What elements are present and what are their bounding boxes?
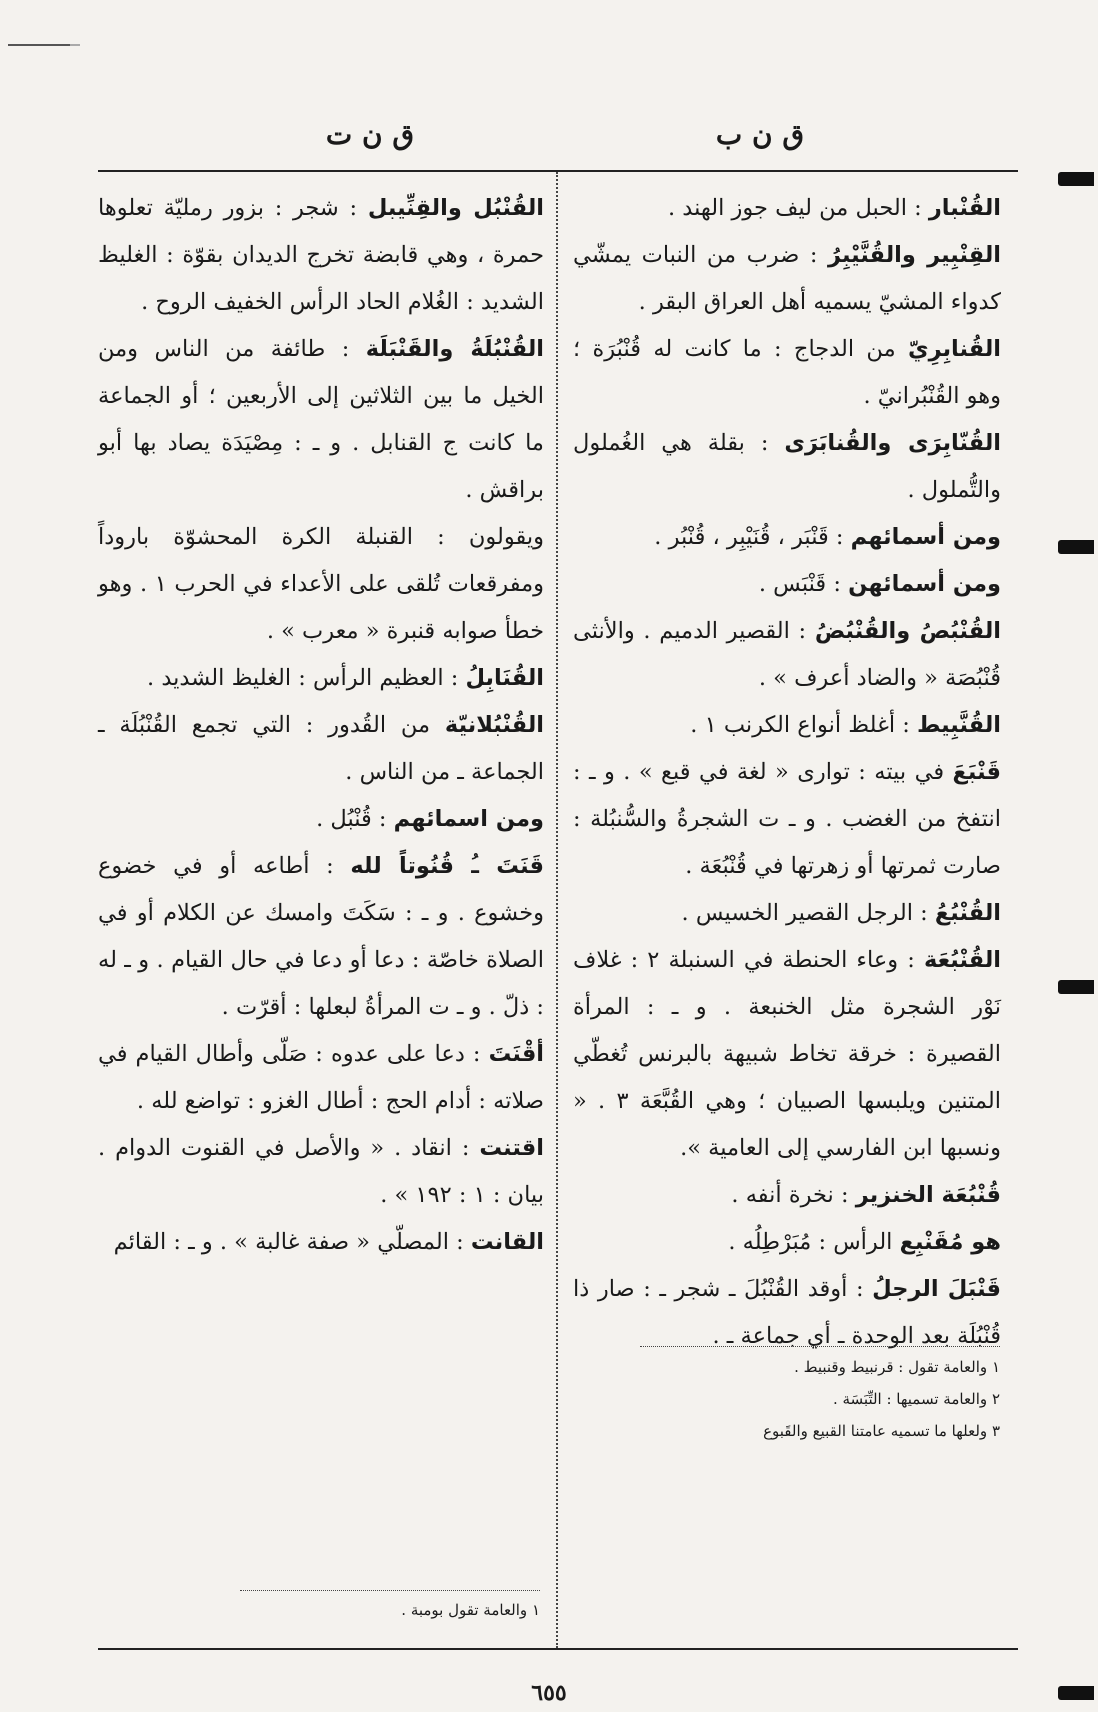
entry-definition: : شجر : بزور رمليّة تعلوها حمرة ، وهي قابضة تخرج الديدان بقوّة : الغليظ الشديد : الغُلام الحاد الرأس الخفيف الروح . xyxy=(98,195,544,315)
entry-definition: : انقاد . « والأصل في القنوت الدوام . بيان : ١ : ١٩٢ » . xyxy=(98,1135,544,1208)
dictionary-entry xyxy=(98,796,544,843)
entry-definition: : نخرة أنفه . xyxy=(731,1182,849,1208)
entry-definition: : الحبل من ليف جوز الهند . xyxy=(668,195,922,221)
dictionary-entry xyxy=(98,514,544,655)
entry-headword: القِنْبِير والقُنَّيْبِرُ xyxy=(827,242,1001,268)
dictionary-entry xyxy=(573,514,1001,561)
footnotes-right xyxy=(640,1351,1000,1447)
footnote-rule xyxy=(640,1346,1000,1347)
entry-definition: : القصير الدميم . والأنثى قُنْبُصَة « والضاد أعرف » . xyxy=(573,618,1001,691)
entry-definition: : الرجل القصير الخسيس . xyxy=(681,900,928,926)
entry-headword: قُنْبُعَة الخنزير xyxy=(855,1182,1001,1208)
dictionary-entry xyxy=(98,326,544,514)
entry-headword: هو مُقَنْبِع xyxy=(899,1229,1001,1255)
entry-headword: ومن أسمائهم xyxy=(850,524,1001,550)
entry-definition: : المصلّي « صفة غالبة » . و ـ : القائم xyxy=(113,1229,464,1255)
entry-definition: : بقلة هي الغُملول والتُّملول . xyxy=(573,430,1001,503)
entry-definition: في بيته : توارى « لغة في قبع » . و ـ : انتفخ من الغضب . و ـ ت الشجرةُ والسُّنبُلة : صارت ثمرتها أو زهرتها في قُنْبُعَة . xyxy=(573,759,1001,879)
entry-definition: من القُدور : التي تجمع القُنْبُلَة ـ الجماعة ـ من الناس . xyxy=(98,712,544,785)
footnote-rule xyxy=(240,1590,540,1591)
entry-headword: القُنْبُلانيّة xyxy=(444,712,545,738)
dictionary-entry xyxy=(573,890,1001,937)
thumb-index-mark xyxy=(1058,540,1094,554)
dictionary-entry xyxy=(573,420,1001,514)
running-header-left: ق ن ت xyxy=(325,118,415,151)
entry-headword: القُنابِرِيّ xyxy=(907,336,1002,362)
entry-definition: : أطاعه أو في خضوع وخشوع . و ـ : سَكَتَ وامسك عن الكلام أو في الصلاة خاصّة : دعا أو دعا في حال القيام . و ـ له : ذلّ . و ـ ت المرأةُ لبعلها : أقرّت . xyxy=(98,853,544,1020)
entry-definition: : ضرب من النبات يمشّي كدواء المشيّ يسميه أهل العراق البقر . xyxy=(573,242,1001,315)
dictionary-entry xyxy=(573,749,1001,890)
dictionary-entry xyxy=(98,1219,544,1266)
dictionary-entry xyxy=(573,1172,1001,1219)
entry-definition: : طائفة من الناس ومن الخيل ما بين الثلاثين إلى الأربعين ؛ أو الجماعة ما كانت ج القنابل . و ـ : مِصْيَدَة يصاد بها أبو براقش . xyxy=(98,336,544,503)
entry-headword: القُنَابِلُ xyxy=(465,665,544,691)
entry-definition: : العظيم الرأس : الغليظ الشديد . xyxy=(147,665,459,691)
entry-definition: الرأس : مُبَرْطِلُه . xyxy=(728,1229,893,1255)
entry-headword: القُنْبُصُ والقُنْبُضُ xyxy=(814,618,1001,644)
entry-headword: القُنْبار xyxy=(928,195,1001,221)
dictionary-entry xyxy=(573,561,1001,608)
dictionary-entry xyxy=(573,185,1001,232)
dictionary-entry xyxy=(98,185,544,326)
dictionary-entry xyxy=(98,702,544,796)
thumb-index-mark xyxy=(1058,980,1094,994)
dictionary-entry xyxy=(98,1125,544,1219)
dictionary-entry xyxy=(573,937,1001,1172)
dictionary-entry xyxy=(98,843,544,1031)
entry-definition: : قَنْبَر ، قُنَيْبِر ، قُنْبُر . xyxy=(654,524,844,550)
dictionary-entry xyxy=(573,1219,1001,1266)
entry-definition: : دعا على عدوه : صَلّى وأطال القيام في صلاته : أدام الحج : أطال الغزو : تواضع لله . xyxy=(98,1041,544,1114)
page-number: ٦٥٥ xyxy=(531,1680,567,1706)
footnote: ٢ والعامة تسميها : التِّبَسَة . xyxy=(832,1390,1000,1408)
entry-definition: : أوقد القُنْبُلَ ـ شجر ـ : صار ذا قُنْبُلَة بعد الوحدة ـ أي جماعة ـ . xyxy=(573,1276,1001,1349)
footnote: ١ والعامة تقول : قرنبيط وقنبيط . xyxy=(794,1358,1000,1376)
entry-headword: القُنّابِرَى والقُنابَرَى xyxy=(784,430,1002,456)
entry-definition: : أغلظ أنواع الكرنب ١ . xyxy=(690,712,910,738)
entry-definition: : وعاء الحنطة في السنبلة ٢ : غلاف نَوْر الشجرة مثل الخنبعة . و ـ : المرأة القصيرة : خرقة تخاط شبيهة بالبرنس تُغطّي المتنين ويلبسها الصبيان ؛ وهي القُبَّعَة ٣ . « ونسبها ابن الفارسي إلى العامية ». xyxy=(573,947,1001,1161)
entry-headword: ومن اسمائهم xyxy=(393,806,544,832)
entry-headword: القُنْبُعَة xyxy=(923,947,1002,973)
right-column xyxy=(573,185,1001,1360)
scan-mark xyxy=(8,44,70,46)
column-divider xyxy=(556,172,558,1648)
running-header-right: ق ن ب xyxy=(715,118,805,151)
entry-definition: ويقولون : القنبلة الكرة المحشوّة باروداً ومفرقعات تُلقى على الأعداء في الحرب ١ . وهو خطأ صوابه قنبرة « معرب » . xyxy=(98,524,545,644)
entry-definition: : قَنْبَس . xyxy=(758,571,841,597)
entry-definition: من الدجاج : ما كانت له قُنْبُرَة ؛ وهو القُنْبُرانيّ . xyxy=(573,336,1001,409)
entry-definition: : قُنْبُل . xyxy=(316,806,387,832)
dictionary-entry xyxy=(98,655,544,702)
footnote: ٣ ولعلها ما تسميه عامتنا القبيع والقَبوع xyxy=(763,1422,1000,1440)
entry-headword: القُنْبُعُ xyxy=(934,900,1001,926)
entry-headword: قَنْبَلَ الرجلُ xyxy=(872,1276,1001,1302)
entry-headword: القُنَّبِيط xyxy=(916,712,1001,738)
entry-headword: قَنْبَعَ xyxy=(952,759,1001,785)
entry-headword: القُنْبُلَةُ والقَنْبَلَة xyxy=(365,336,544,362)
entry-headword: اقتنت xyxy=(479,1135,544,1161)
left-column xyxy=(98,185,544,1266)
entry-headword: ومن أسمائهن xyxy=(848,571,1001,597)
scan-mark xyxy=(70,44,80,46)
dictionary-entry xyxy=(573,326,1001,420)
footnotes-left xyxy=(240,1594,540,1626)
dictionary-entry xyxy=(98,1031,544,1125)
dictionary-entry xyxy=(573,702,1001,749)
footer-rule xyxy=(98,1648,1018,1650)
entry-headword: القُنْبُل والقِنِّيبل xyxy=(367,195,545,221)
dictionary-entry xyxy=(573,232,1001,326)
entry-headword: أقْنَتَ xyxy=(488,1041,545,1067)
header-rule xyxy=(98,170,1018,172)
entry-headword: قَنَتَ ـُ قُنُوتاً لله xyxy=(350,853,545,879)
dictionary-entry xyxy=(573,608,1001,702)
thumb-index-mark xyxy=(1058,172,1094,186)
footnote: ١ والعامة تقول بومبة . xyxy=(401,1601,540,1619)
entry-headword: القانت xyxy=(470,1229,544,1255)
